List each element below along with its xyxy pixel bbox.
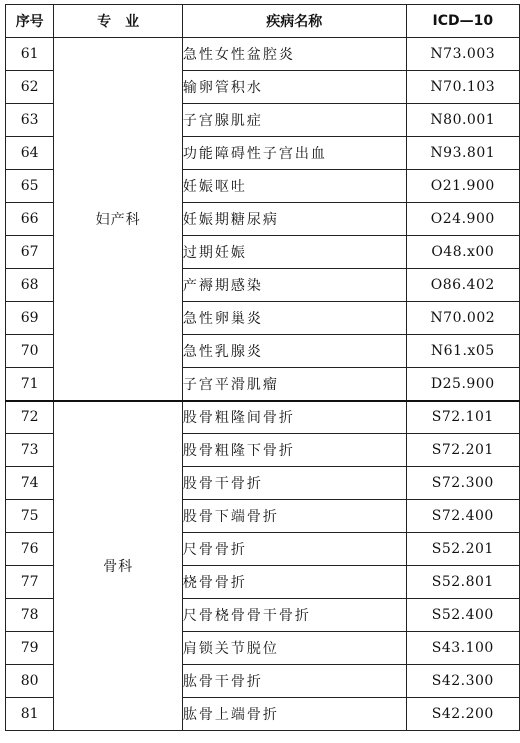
disease-name-cell: 妊娠期糖尿病 bbox=[182, 203, 406, 236]
serial-number-cell: 79 bbox=[6, 632, 54, 665]
specialty-cell: 骨科 bbox=[54, 401, 183, 731]
serial-number-cell: 67 bbox=[6, 236, 54, 269]
icd10-code-cell: N80.001 bbox=[406, 104, 519, 137]
icd10-code-cell: D25.900 bbox=[406, 368, 519, 401]
serial-number-cell: 66 bbox=[6, 203, 54, 236]
disease-name-cell: 急性乳腺炎 bbox=[182, 335, 406, 368]
disease-name-cell: 尺骨骨折 bbox=[182, 533, 406, 566]
icd10-code-cell: N61.x05 bbox=[406, 335, 519, 368]
disease-name-cell: 输卵管积水 bbox=[182, 71, 406, 104]
disease-name-cell: 股骨干骨折 bbox=[182, 467, 406, 500]
icd10-code-cell: N70.103 bbox=[406, 71, 519, 104]
serial-number-cell: 76 bbox=[6, 533, 54, 566]
icd10-code-cell: N93.801 bbox=[406, 137, 519, 170]
header-specialty: 专 业 bbox=[54, 5, 183, 38]
icd10-code-cell: N70.002 bbox=[406, 302, 519, 335]
disease-name-cell: 股骨粗隆间骨折 bbox=[182, 401, 406, 434]
disease-name-cell: 子宫腺肌症 bbox=[182, 104, 406, 137]
serial-number-cell: 73 bbox=[6, 434, 54, 467]
serial-number-cell: 63 bbox=[6, 104, 54, 137]
header-icd10: ICD—10 bbox=[406, 5, 519, 38]
disease-name-cell: 急性女性盆腔炎 bbox=[182, 38, 406, 71]
serial-number-cell: 68 bbox=[6, 269, 54, 302]
table-body bbox=[6, 38, 520, 731]
icd10-code-cell: O24.900 bbox=[406, 203, 519, 236]
serial-number-cell: 80 bbox=[6, 665, 54, 698]
disease-name-cell: 子宫平滑肌瘤 bbox=[182, 368, 406, 401]
disease-name-cell: 过期妊娠 bbox=[182, 236, 406, 269]
serial-number-cell: 75 bbox=[6, 500, 54, 533]
serial-number-cell: 77 bbox=[6, 566, 54, 599]
header-serial-number: 序号 bbox=[6, 5, 54, 38]
serial-number-cell: 81 bbox=[6, 698, 54, 731]
icd10-code-cell: S72.201 bbox=[406, 434, 519, 467]
icd10-code-cell: O21.900 bbox=[406, 170, 519, 203]
icd10-code-cell: S42.300 bbox=[406, 665, 519, 698]
icd10-code-cell: S72.400 bbox=[406, 500, 519, 533]
icd10-code-cell: S72.300 bbox=[406, 467, 519, 500]
icd10-code-cell: S52.201 bbox=[406, 533, 519, 566]
disease-name-cell: 妊娠呕吐 bbox=[182, 170, 406, 203]
disease-table-container bbox=[5, 4, 520, 731]
disease-name-cell: 肩锁关节脱位 bbox=[182, 632, 406, 665]
disease-name-cell: 股骨粗隆下骨折 bbox=[182, 434, 406, 467]
icd10-code-cell: O86.402 bbox=[406, 269, 519, 302]
serial-number-cell: 74 bbox=[6, 467, 54, 500]
table-row bbox=[6, 38, 520, 71]
disease-name-cell: 肱骨干骨折 bbox=[182, 665, 406, 698]
icd10-code-cell: S42.200 bbox=[406, 698, 519, 731]
disease-name-cell: 桡骨骨折 bbox=[182, 566, 406, 599]
icd10-code-cell: N73.003 bbox=[406, 38, 519, 71]
icd10-code-cell: S72.101 bbox=[406, 401, 519, 434]
serial-number-cell: 65 bbox=[6, 170, 54, 203]
disease-name-cell: 产褥期感染 bbox=[182, 269, 406, 302]
icd10-code-cell: S52.400 bbox=[406, 599, 519, 632]
serial-number-cell: 70 bbox=[6, 335, 54, 368]
disease-name-cell: 急性卵巢炎 bbox=[182, 302, 406, 335]
serial-number-cell: 71 bbox=[6, 368, 54, 401]
serial-number-cell: 61 bbox=[6, 38, 54, 71]
icd10-code-cell: S43.100 bbox=[406, 632, 519, 665]
disease-name-cell: 肱骨上端骨折 bbox=[182, 698, 406, 731]
disease-name-cell: 功能障碍性子宫出血 bbox=[182, 137, 406, 170]
specialty-cell: 妇产科 bbox=[54, 38, 183, 401]
disease-name-cell: 股骨下端骨折 bbox=[182, 500, 406, 533]
icd10-code-cell: O48.x00 bbox=[406, 236, 519, 269]
serial-number-cell: 72 bbox=[6, 401, 54, 434]
serial-number-cell: 78 bbox=[6, 599, 54, 632]
serial-number-cell: 62 bbox=[6, 71, 54, 104]
serial-number-cell: 64 bbox=[6, 137, 54, 170]
table-row bbox=[6, 401, 520, 434]
serial-number-cell: 69 bbox=[6, 302, 54, 335]
header-row bbox=[6, 5, 520, 38]
disease-table bbox=[5, 4, 520, 731]
icd10-code-cell: S52.801 bbox=[406, 566, 519, 599]
disease-name-cell: 尺骨桡骨骨干骨折 bbox=[182, 599, 406, 632]
header-disease-name: 疾病名称 bbox=[182, 5, 406, 38]
